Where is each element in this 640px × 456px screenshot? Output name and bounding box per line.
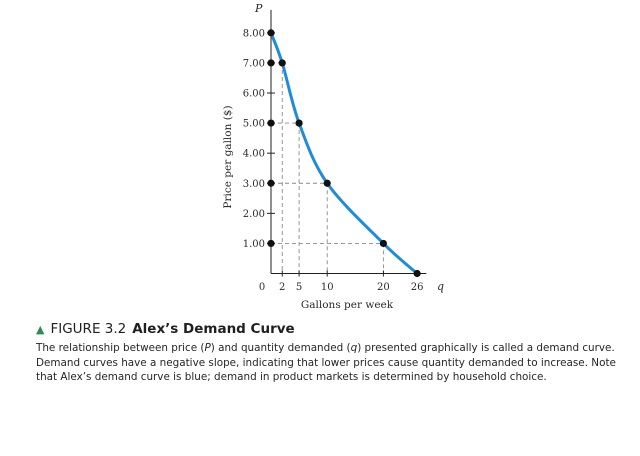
description-text: ) presented graphically is called a demand curve. Demand curves have a negative slope, indicating that lower prices cause quantity demanded to increase. Note that Alex’s demand curve is blue; demand in product markets is determined by household choice. xyxy=(36,342,616,383)
figure-title: Alex’s Demand Curve xyxy=(132,321,295,337)
data-point xyxy=(296,120,303,127)
figure-label: FIGURE 3.2 xyxy=(50,321,127,337)
x-tick-label: 0 xyxy=(258,282,266,293)
y-tick-label: 7.00 xyxy=(242,58,265,70)
y-axis-variable: P xyxy=(255,2,263,15)
x-tick-label: 10 xyxy=(320,282,334,293)
y-axis-marker xyxy=(267,180,274,187)
y-axis-marker xyxy=(267,29,274,36)
x-tick-label: 20 xyxy=(377,282,390,293)
y-axis-marker xyxy=(267,240,274,247)
description-var-p: P xyxy=(204,342,211,354)
description-text: ) and quantity demanded ( xyxy=(210,342,351,354)
data-point xyxy=(414,270,421,277)
data-point xyxy=(380,240,387,247)
x-tick-label: 26 xyxy=(410,282,424,293)
y-tick-label: 1.00 xyxy=(242,238,265,250)
y-axis-marker xyxy=(267,59,274,66)
axes xyxy=(267,10,426,277)
description-text: The relationship between price ( xyxy=(36,342,205,354)
curve-layer xyxy=(271,33,417,274)
x-tick-label: 5 xyxy=(295,282,303,293)
x-axis-title: Gallons per week xyxy=(300,299,394,311)
description-var-q: q xyxy=(350,342,358,354)
triangle-icon: ▲ xyxy=(36,323,45,336)
y-tick-label: 2.00 xyxy=(242,208,265,220)
y-tick-label: 3.00 xyxy=(242,178,265,190)
x-axis-variable: q xyxy=(437,280,445,293)
figure-description xyxy=(36,341,628,385)
data-point xyxy=(324,180,331,187)
data-point xyxy=(279,59,286,66)
y-tick-label: 8.00 xyxy=(242,28,265,40)
figure-heading xyxy=(36,321,628,337)
points-layer xyxy=(267,29,420,277)
guide-lines xyxy=(271,63,383,274)
demand-curve xyxy=(271,33,417,274)
figure-caption xyxy=(36,321,628,385)
tick-labels xyxy=(243,28,424,293)
y-axis-title: Price per gallon ($) xyxy=(222,105,234,209)
y-tick-label: 5.00 xyxy=(242,118,265,130)
y-tick-label: 4.00 xyxy=(242,148,265,160)
y-axis-marker xyxy=(267,120,274,127)
x-tick-label: 2 xyxy=(279,282,286,293)
y-tick-label: 6.00 xyxy=(242,88,265,100)
